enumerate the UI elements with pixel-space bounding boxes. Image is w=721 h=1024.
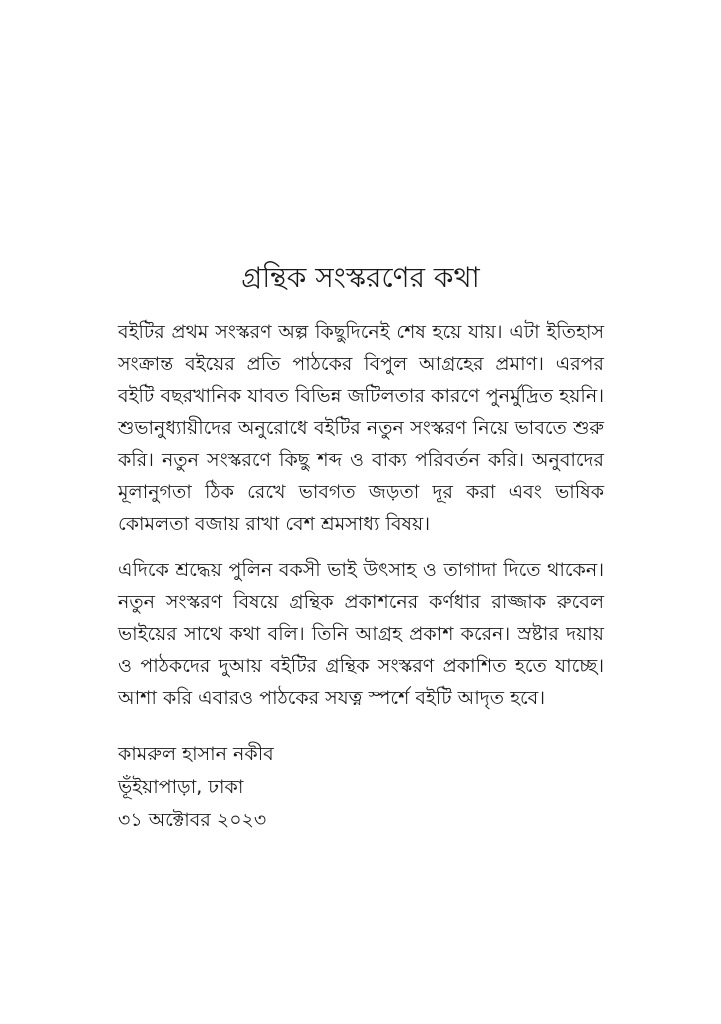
- author-name: কামরুল হাসান নকীব: [118, 743, 274, 765]
- signature-block: [118, 738, 604, 837]
- signature-date: ৩১ অক্টোবর ২০২৩: [118, 809, 267, 831]
- body-text: [118, 316, 604, 728]
- paragraph-second: এদিকে শ্রদ্ধেয় পুলিন বকসী ভাই উৎসাহ ও তাগাদা দিতে থাকেন। নতুন সংস্করণ বিষয়ে গ্রন্থিক প্রকাশনের কর্ণধার রাজ্জাক রুবেল ভাইয়ের সাথে কথা বলি। তিনি আগ্রহ প্রকাশ করেন। স্রষ্টার দয়ায় ও পাঠকদের দুআয় বইটির গ্রন্থিক সংস্করণ প্রকাশিত হতে যাচ্ছে। আশা করি এবারও পাঠকের সযত্ন স্পর্শে বইটি আদৃত হবে।: [118, 559, 604, 709]
- author-place: ভূঁইয়াপাড়া, ঢাকা: [118, 776, 244, 798]
- paragraph-first: বইটির প্রথম সংস্করণ অল্প কিছুদিনেই শেষ হয়ে যায়। এটা ইতিহাস সংক্রান্ত বইয়ের প্রতি পাঠকের বিপুল আগ্রহের প্রমাণ। এরপর বইটি বছরখানিক যাবত বিভিন্ন জটিলতার কারণে পুনর্মুদ্রিত হয়নি। শুভানুধ্যায়ীদের অনুরোধে বইটির নতুন সংস্করণ নিয়ে ভাবতে শুরু করি। নতুন সংস্করণে কিছু শব্দ ও বাক্য পরিবর্তন করি। অনুবাদের মূলানুগতা ঠিক রেখে ভাবগত জড়তা দূর করা এবং ভাষিক কোমলতা বজায় রাখা বেশ শ্রমসাধ্য বিষয়।: [118, 321, 604, 535]
- page-title: গ্রন্থিক সংস্করণের কথা: [241, 261, 480, 294]
